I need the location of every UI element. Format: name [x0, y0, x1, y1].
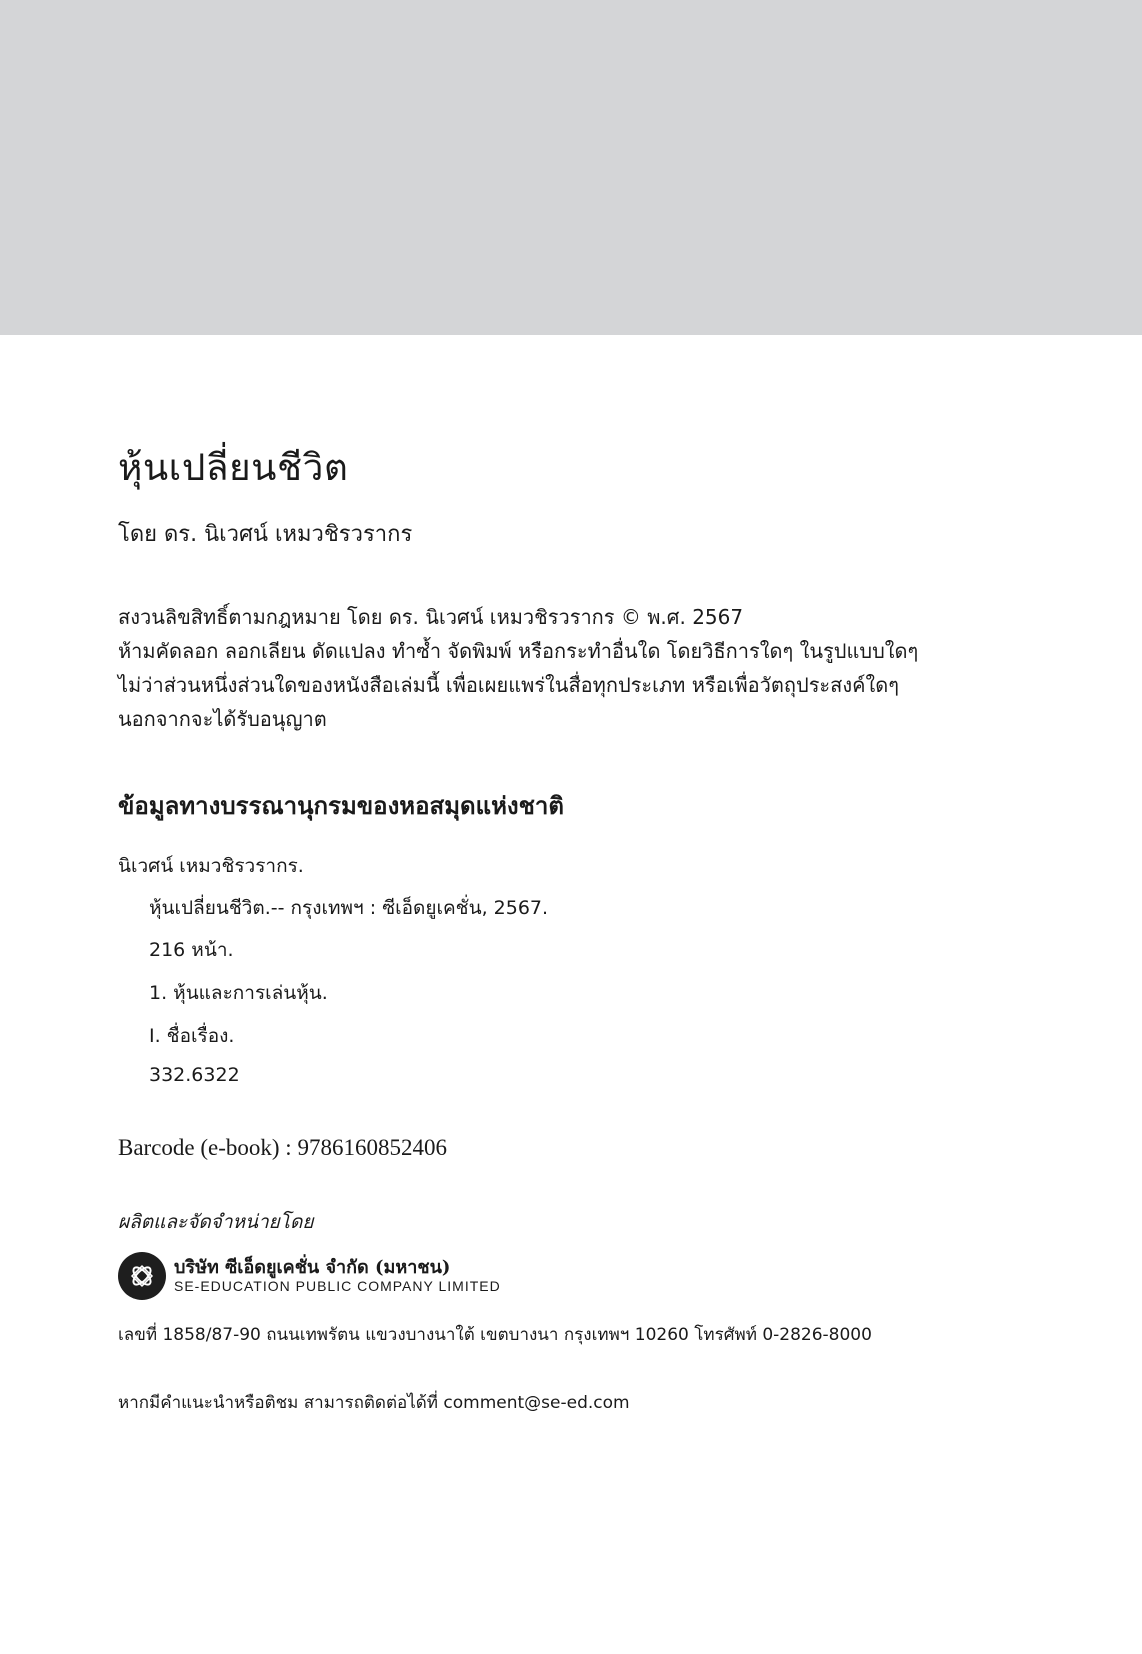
cip-author: นิเวศน์ เหมวชิรวรากร. [118, 855, 304, 877]
cip-added-title-entry: I. ชื่อเรื่อง. [149, 1025, 235, 1047]
copyright-line: ห้ามคัดลอก ลอกเลียน ดัดแปลง ทำซ้ำ จัดพิมพ์ หรือกระทำอื่นใด โดยวิธีการใดๆ ในรูปแบบใดๆ [118, 639, 919, 663]
cip-classification-entry: 332.6322 [149, 1064, 240, 1086]
author-line: โดย ดร. นิเวศน์ เหมวชิรวรากร [118, 522, 413, 547]
publisher-block [118, 1252, 501, 1300]
gray-header-band [0, 0, 1142, 335]
copyright-line: ไม่ว่าส่วนหนึ่งส่วนใดของหนังสือเล่มนี้ เพื่อเผยแพร่ในสื่อทุกประเภท หรือเพื่อวัตถุประสงค์ใดๆ [118, 673, 900, 697]
cip-subject-entry: 1. หุ้นและการเล่นหุ้น. [149, 982, 328, 1004]
cip-title-entry: หุ้นเปลี่ยนชีวิต.-- กรุงเทพฯ : ซีเอ็ดยูเคชั่น, 2567. [149, 897, 549, 919]
publisher-address: เลขที่ 1858/87-90 ถนนเทพรัตน แขวงบางนาใต้ เขตบางนา กรุงเทพฯ 10260 โทรศัพท์ 0-2826-8000 [118, 1325, 872, 1345]
se-ed-logo-icon [118, 1252, 166, 1300]
barcode-isbn: Barcode (e-book) : 9786160852406 [118, 1135, 447, 1160]
publisher-name-thai: บริษัท ซีเอ็ดยูเคชั่น จำกัด (มหาชน) [174, 1256, 451, 1278]
cip-pages-entry: 216 หน้า. [149, 939, 234, 961]
contact-line: หากมีคำแนะนำหรือติชม สามารถติดต่อได้ที่ comment@se-ed.com [118, 1393, 630, 1413]
copyright-line: สงวนลิขสิทธิ์ตามกฎหมาย โดย ดร. นิเวศน์ เหมวชิรวรากร © พ.ศ. 2567 [118, 605, 744, 629]
cip-heading: ข้อมูลทางบรรณานุกรมของหอสมุดแห่งชาติ [118, 791, 564, 820]
produced-by-label: ผลิตและจัดจำหน่ายโดย [118, 1211, 314, 1233]
publisher-name-english: SE-EDUCATION PUBLIC COMPANY LIMITED [174, 1278, 501, 1295]
copyright-line: นอกจากจะได้รับอนุญาต [118, 707, 327, 731]
publisher-names [174, 1258, 501, 1295]
book-title: หุ้นเปลี่ยนชีวิต [118, 446, 349, 489]
copyright-notice [118, 600, 918, 736]
